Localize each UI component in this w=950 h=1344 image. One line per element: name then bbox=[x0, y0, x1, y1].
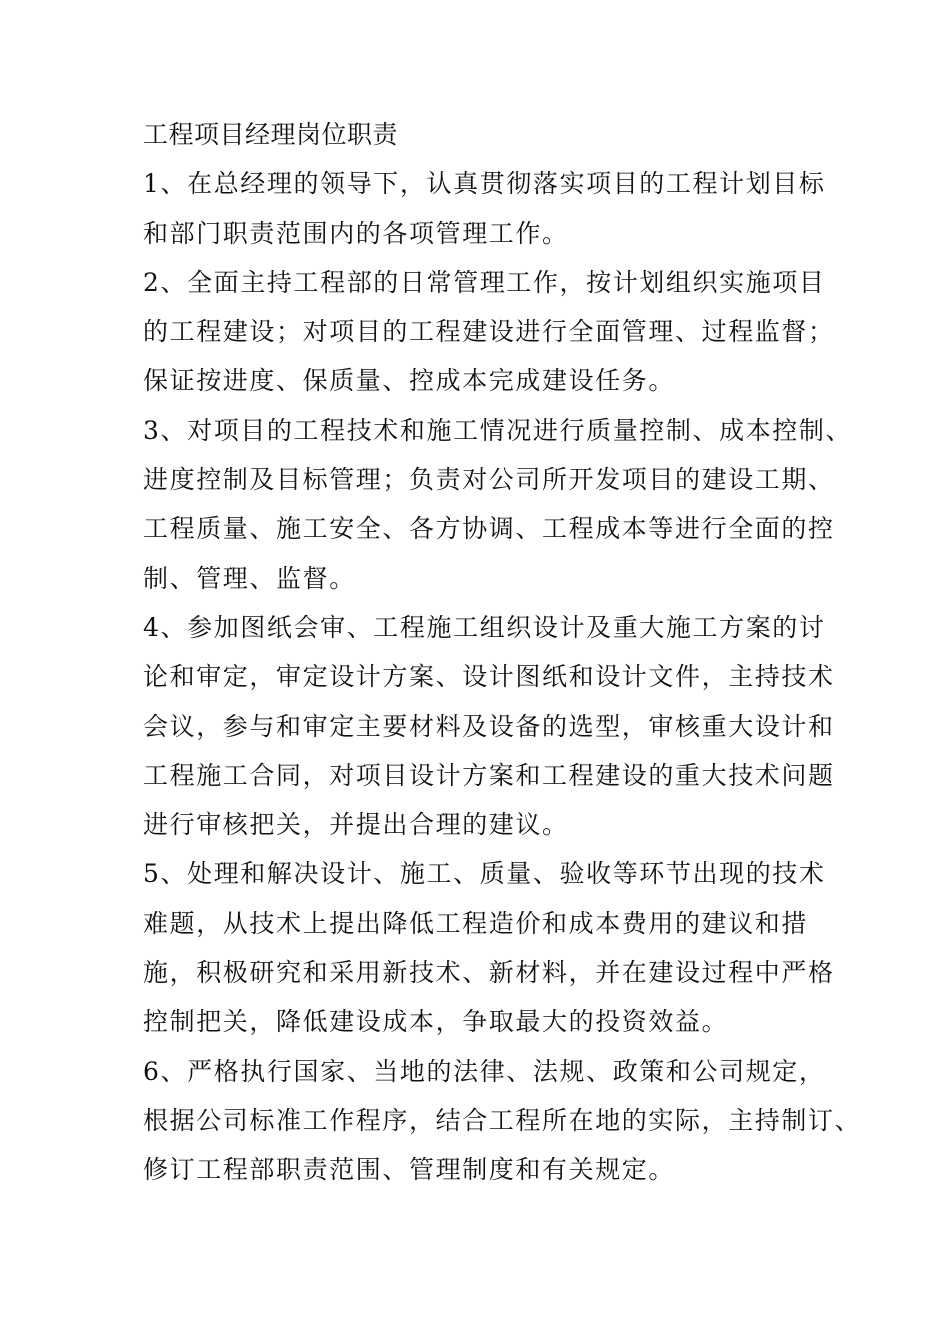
duty-4-line-1: 4、参加图纸会审、工程施工组织设计及重大施工方案的讨 bbox=[143, 612, 826, 642]
duty-5-line-3: 施，积极研究和采用新技术、新材料，并在建设过程中严格 bbox=[143, 958, 835, 988]
duty-2-line-2: 的工程建设；对项目的工程建设进行全面管理、过程监督； bbox=[143, 317, 835, 347]
duty-2-line-1: 2、全面主持工程部的日常管理工作，按计划组织实施项目 bbox=[143, 267, 826, 297]
duty-2-line-3: 保证按进度、保质量、控成本完成建设任务。 bbox=[143, 366, 676, 396]
duty-6-line-2: 根据公司标准工作程序，结合工程所在地的实际，主持制订、 bbox=[143, 1105, 862, 1135]
duty-4-line-3: 会议，参与和审定主要材料及设备的选型，审核重大设计和 bbox=[143, 711, 835, 741]
duty-1-line-2: 和部门职责范围内的各项管理工作。 bbox=[143, 218, 569, 248]
duty-3-line-1: 3、对项目的工程技术和施工情况进行质量控制、成本控制、 bbox=[143, 415, 853, 445]
duty-4-line-2: 论和审定，审定设计方案、设计图纸和设计文件，主持技术 bbox=[143, 662, 835, 692]
duty-4-line-5: 进行审核把关，并提出合理的建议。 bbox=[143, 810, 569, 840]
duty-3-line-2: 进度控制及目标管理；负责对公司所开发项目的建设工期、 bbox=[143, 465, 835, 495]
duty-5-line-1: 5、处理和解决设计、施工、质量、验收等环节出现的技术 bbox=[143, 859, 826, 889]
duty-1-line-1: 1、在总经理的领导下，认真贯彻落实项目的工程计划目标 bbox=[143, 169, 826, 199]
duty-4-line-4: 工程施工合同，对项目设计方案和工程建设的重大技术问题 bbox=[143, 760, 835, 790]
duty-5-line-4: 控制把关，降低建设成本，争取最大的投资效益。 bbox=[143, 1007, 729, 1037]
duty-6-line-3: 修订工程部职责范围、管理制度和有关规定。 bbox=[143, 1155, 676, 1185]
duty-3-line-4: 制、管理、监督。 bbox=[143, 563, 356, 593]
document-title: 工程项目经理岗位职责 bbox=[143, 120, 399, 149]
duty-5-line-2: 难题，从技术上提出降低工程造价和成本费用的建议和措 bbox=[143, 908, 809, 938]
duty-3-line-3: 工程质量、施工安全、各方协调、工程成本等进行全面的控 bbox=[143, 514, 835, 544]
document-body bbox=[143, 110, 862, 1195]
duty-6-line-1: 6、严格执行国家、当地的法律、法规、政策和公司规定， bbox=[143, 1056, 826, 1086]
